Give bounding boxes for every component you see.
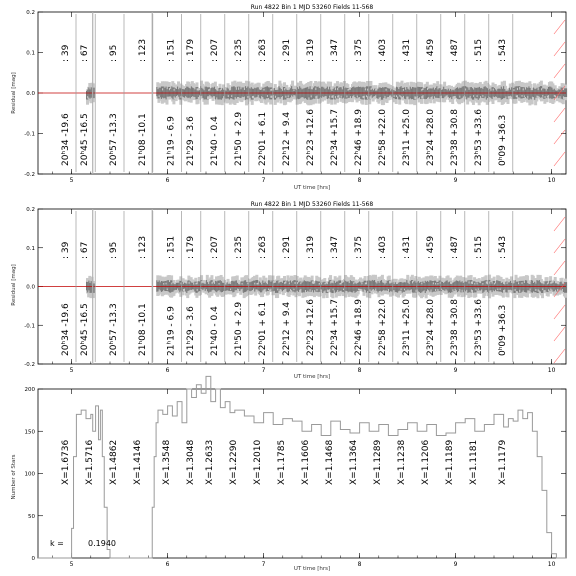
field-number: : 375 [353,235,364,259]
edge-hatch [554,130,565,144]
edge-hatch [554,327,565,341]
edge-hatch [554,261,565,275]
field-time: 20ʰ34 -19.6 [61,303,71,356]
airmass-label: X=1.1364 [349,439,359,485]
field-number: : 179 [185,235,196,259]
field-number: : 207 [209,235,220,259]
field-number: : 179 [185,38,196,62]
edge-hatch [554,217,565,231]
field-number: : 515 [473,38,484,62]
airmass-label: X=1.1785 [277,439,287,485]
residual-panel-1 [11,4,567,191]
x-tick-label: 8 [357,177,362,184]
field-number: : 207 [209,38,220,62]
field-number: : 123 [137,235,148,259]
field-number: : 123 [137,38,148,62]
panel-3-xlabel: UT time [hrs] [293,566,331,572]
field-time: 22ʰ58 +22.0 [377,299,388,356]
field-time: 22ʰ01 + 6.1 [257,301,268,356]
edge-hatch [554,42,565,56]
panel-1-title: Run 4822 Bin 1 MJD 53260 Fields 11-568 [250,4,374,11]
y-tick-label: -0.1 [24,131,35,138]
y-tick-label: 50 [28,513,35,520]
field-number: : 67 [80,44,91,62]
field-number: : 543 [497,38,508,62]
field-number: : 263 [257,235,268,259]
field-time: 22ʰ58 +22.0 [377,109,388,166]
y-tick-label: -0.1 [24,323,35,330]
airmass-label: X=1.1468 [325,439,335,485]
field-time: 22ʰ12 + 9.4 [281,301,292,356]
field-time: 21ʰ08 -10.1 [137,303,148,356]
field-number: : 95 [109,44,119,62]
field-time: 23ʰ24 +28.0 [425,109,436,166]
field-time: 20ʰ45 -16.5 [80,113,91,166]
field-number: : 39 [61,44,71,62]
field-time: 23ʰ11 +25.0 [401,299,412,356]
field-time: 22ʰ01 + 6.1 [257,111,268,166]
y-tick-label: 0.0 [26,91,35,97]
x-tick-label: 7 [261,177,266,184]
airmass-label: X=1.1289 [373,439,383,485]
field-number: : 403 [377,235,388,259]
y-tick-label: 0.1 [26,245,35,252]
field-number: : 319 [305,38,316,62]
airmass-label: X=1.3048 [185,439,196,485]
field-number: : 319 [305,235,316,259]
field-number: : 291 [281,235,292,259]
field-number: : 235 [233,235,244,259]
x-tick-label: 9 [453,561,458,568]
y-tick-label: 200 [24,387,35,393]
field-time: 23ʰ24 +28.0 [425,299,436,356]
field-time: 0ʰ09 +36.3 [497,114,508,166]
x-tick-label: 10 [547,561,556,568]
edge-hatch [554,20,565,34]
airmass-label: X=1.2290 [229,439,239,485]
field-time: 21ʰ29 - 3.6 [185,116,196,166]
airmass-label: X=1.2010 [253,439,263,485]
field-number: : 459 [425,235,436,259]
x-tick-label: 7 [261,561,266,568]
field-time: 21ʰ29 - 3.6 [185,306,196,356]
x-tick-label: 10 [547,367,556,374]
edge-hatch [554,349,565,363]
airmass-label: X=1.4146 [133,439,143,485]
airmass-label: X=1.2633 [205,439,215,485]
x-tick-label: 5 [69,177,74,184]
panel-1-xlabel: UT time [hrs] [293,185,331,191]
panel-2-ylabel: Residual [mag] [11,264,17,306]
field-number: : 151 [166,38,177,62]
airmass-label: X=1.1189 [445,439,455,485]
airmass-label: X=1.1206 [421,439,431,485]
y-tick-label: -0.2 [24,172,35,178]
field-time: 22ʰ23 +12.6 [305,299,316,356]
edge-hatch [554,239,565,253]
field-time: 23ʰ53 +33.6 [473,109,484,166]
field-number: : 403 [377,38,388,62]
field-time: 21ʰ40 - 0.4 [209,306,220,356]
field-time: 21ʰ19 - 6.9 [166,116,177,166]
airmass-label: X=1.1606 [301,439,311,485]
residual-panel-2 [11,201,567,380]
field-time: 20ʰ57 -13.3 [109,303,119,356]
field-number: : 487 [449,235,460,259]
x-tick-label: 6 [165,561,170,568]
field-time: 22ʰ34 +15.7 [329,109,340,166]
field-time: 22ʰ23 +12.6 [305,109,316,166]
field-number: : 347 [329,235,340,259]
field-number: : 67 [80,241,91,259]
field-time: 22ʰ34 +15.7 [329,299,340,356]
edge-hatch [554,108,565,122]
field-number: : 291 [281,38,292,62]
airmass-label: X=1.5716 [85,439,95,485]
airmass-label: X=1.1181 [469,439,479,485]
x-tick-label: 8 [357,561,362,568]
x-tick-label: 9 [453,367,458,374]
field-number: : 375 [353,38,364,62]
field-time: 21ʰ19 - 6.9 [166,306,177,356]
field-number: : 39 [61,241,71,259]
y-tick-label: 150 [24,429,35,436]
x-tick-label: 9 [453,177,458,184]
x-tick-label: 10 [547,177,556,184]
field-time: 20ʰ34 -19.6 [61,113,71,166]
field-number: : 543 [497,235,508,259]
y-tick-label: -0.2 [24,362,35,368]
field-time: 23ʰ53 +33.6 [473,299,484,356]
airmass-label: X=1.1238 [397,439,407,485]
field-time: 20ʰ45 -16.5 [80,303,91,356]
field-time: 21ʰ40 - 0.4 [209,116,220,166]
field-time: 0ʰ09 +36.3 [497,304,508,356]
panel-2-title: Run 4822 Bin 1 MJD 53260 Fields 11-568 [250,201,374,208]
y-tick-label: 0.0 [26,284,35,291]
k-value: 0.1940 [88,539,116,548]
field-number: : 515 [473,235,484,259]
field-time: 20ʰ57 -13.3 [109,113,119,166]
field-number: : 347 [329,38,340,62]
y-tick-label: 100 [24,471,35,478]
x-tick-label: 7 [261,367,266,374]
edge-hatch [554,152,565,166]
field-number: : 235 [233,38,244,62]
field-number: : 487 [449,38,460,62]
field-number: : 151 [166,235,177,259]
field-time: 21ʰ50 + 2.9 [233,301,244,356]
field-time: 23ʰ11 +25.0 [401,109,412,166]
x-tick-label: 8 [357,367,362,374]
field-time: 22ʰ46 +18.9 [353,109,364,166]
x-tick-label: 6 [165,367,170,374]
star-count-panel [11,376,566,572]
panel-1-ylabel: Residual [mag] [11,72,17,114]
field-time: 22ʰ12 + 9.4 [281,111,292,166]
k-label: k = [50,539,64,548]
airmass-label: X=1.4862 [109,439,119,485]
field-number: : 431 [401,38,412,62]
field-time: 23ʰ38 +30.8 [449,299,460,356]
panel-3-ylabel: Number of Stars [11,454,17,500]
y-tick-label: 0.2 [26,10,35,16]
y-tick-label: 0 [31,556,35,562]
field-number: : 431 [401,235,412,259]
field-time: 21ʰ08 -10.1 [137,113,148,166]
x-tick-label: 5 [69,367,74,374]
panel-2-xlabel: UT time [hrs] [293,374,331,380]
x-tick-label: 5 [69,561,74,568]
y-tick-label: 0.1 [26,50,35,57]
field-number: : 459 [425,38,436,62]
field-number: : 263 [257,38,268,62]
x-tick-label: 6 [165,177,170,184]
edge-hatch [554,305,565,319]
edge-hatch [554,64,565,78]
field-time: 23ʰ38 +30.8 [449,109,460,166]
field-time: 21ʰ50 + 2.9 [233,111,244,166]
airmass-label: X=1.3548 [161,439,172,485]
y-tick-label: 0.2 [26,207,35,213]
field-number: : 95 [109,241,119,259]
field-time: 22ʰ46 +18.9 [353,299,364,356]
airmass-label: X=1.6736 [61,439,71,485]
airmass-label: X=1.1179 [497,439,508,485]
